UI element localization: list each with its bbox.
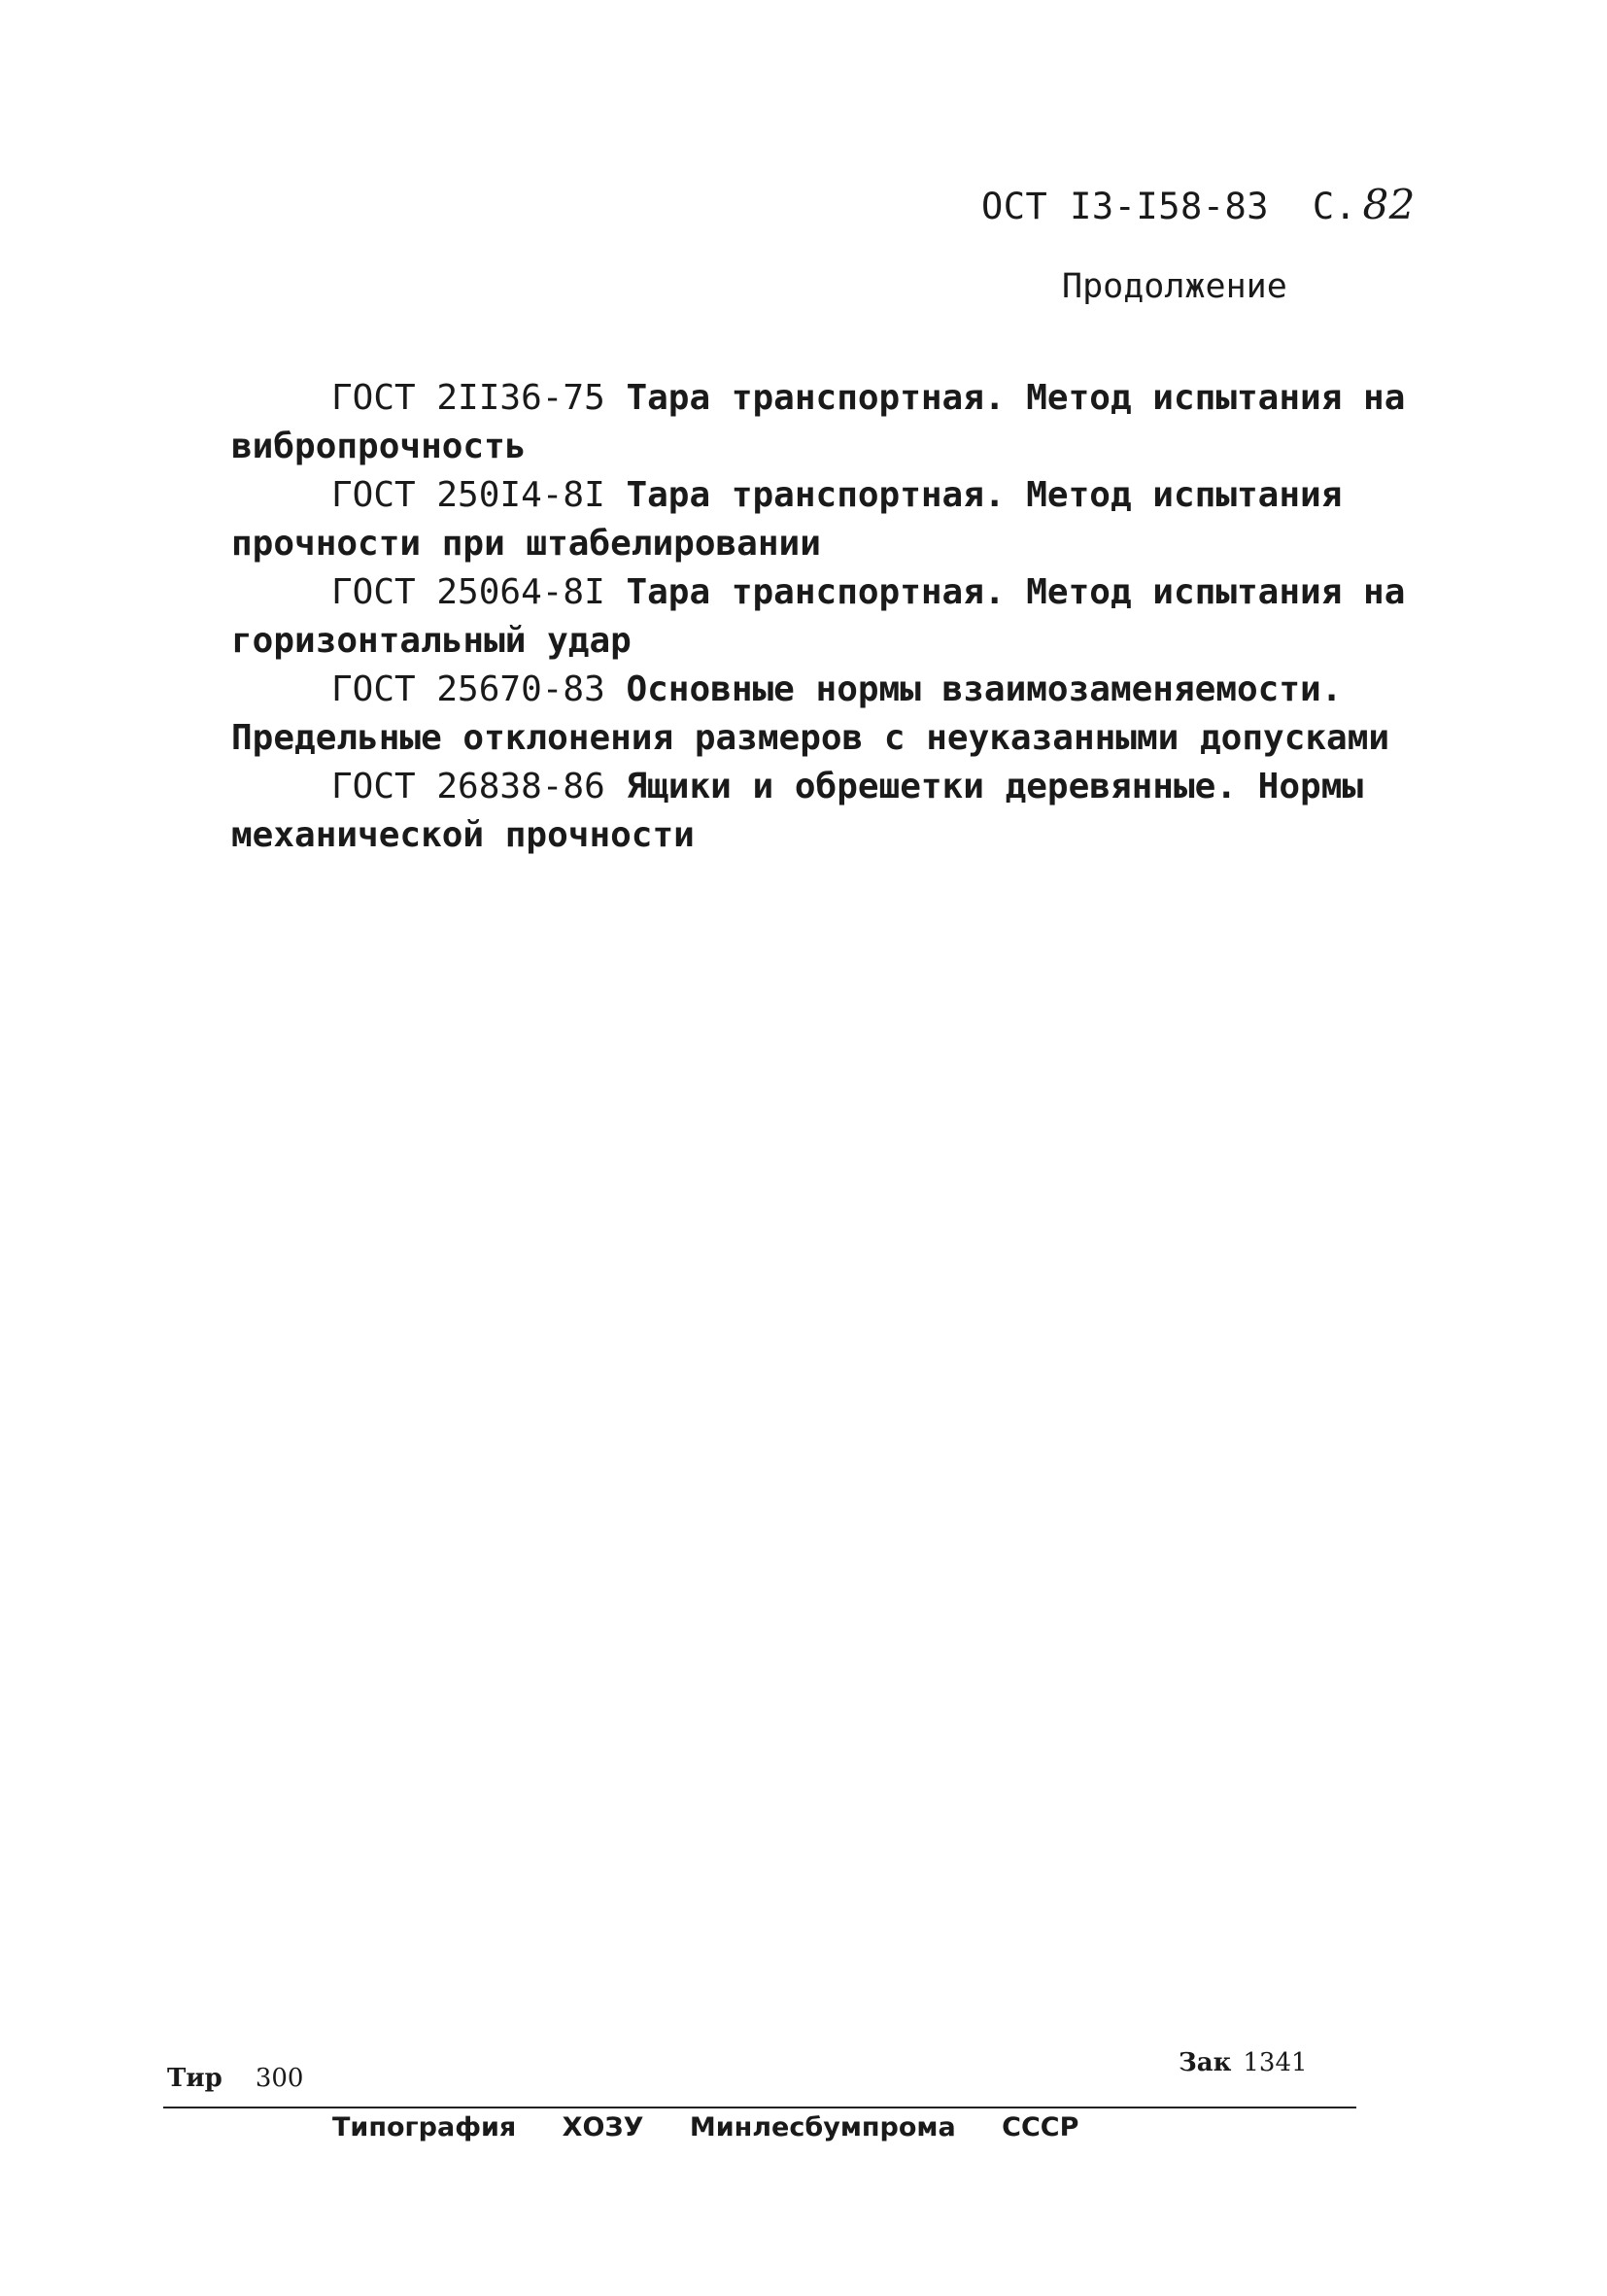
imprint-word: СССР [1002, 2112, 1079, 2142]
continuation-label: Продолжение [1062, 267, 1287, 306]
reference-title: Тара транспортная. Метод испытания на горизонтальный удар [231, 572, 1406, 661]
reference-code: ГОСТ 25064-8I [331, 572, 605, 612]
reference-title: Ящики и обрешетки деревянные. Нормы механической прочности [231, 767, 1364, 855]
imprint-word: Минлесбумпрома [689, 2112, 956, 2142]
reference-entry [231, 374, 1407, 471]
page-number: 82 [1362, 181, 1416, 228]
reference-code: ГОСТ 25670-83 [331, 669, 605, 709]
reference-entry [231, 471, 1407, 568]
reference-entry [231, 666, 1407, 763]
print-run-label: Тир [167, 2064, 222, 2093]
print-run-value: 300 [255, 2064, 304, 2093]
reference-title: Тара транспортная. Метод испытания на вибропрочность [231, 378, 1406, 466]
print-run [167, 2064, 303, 2093]
reference-title: Тара транспортная. Метод испытания прочности при штабелировании [231, 475, 1343, 564]
reference-title: Основные нормы взаимозаменяемости. Предельные отклонения размеров с неуказанными допусками [231, 669, 1390, 758]
order-value: 1341 [1243, 2048, 1308, 2077]
reference-entry [231, 763, 1407, 860]
footer-divider [163, 2107, 1356, 2108]
printing-house-imprint [332, 2112, 1115, 2142]
page-prefix: С. [1312, 186, 1357, 227]
standard-code: ОСТ I3-I58-83 [981, 186, 1270, 227]
imprint-word: Типография [332, 2112, 517, 2142]
references-list [231, 374, 1407, 860]
reference-code: ГОСТ 2II36-75 [331, 378, 605, 418]
document-header [981, 181, 1416, 228]
reference-code: ГОСТ 26838-86 [331, 767, 605, 806]
reference-code: ГОСТ 250I4-8I [331, 475, 605, 515]
reference-entry [231, 568, 1407, 666]
order-number [1179, 2048, 1308, 2077]
order-label: Зак [1179, 2048, 1232, 2077]
imprint-word: ХОЗУ [562, 2112, 644, 2142]
